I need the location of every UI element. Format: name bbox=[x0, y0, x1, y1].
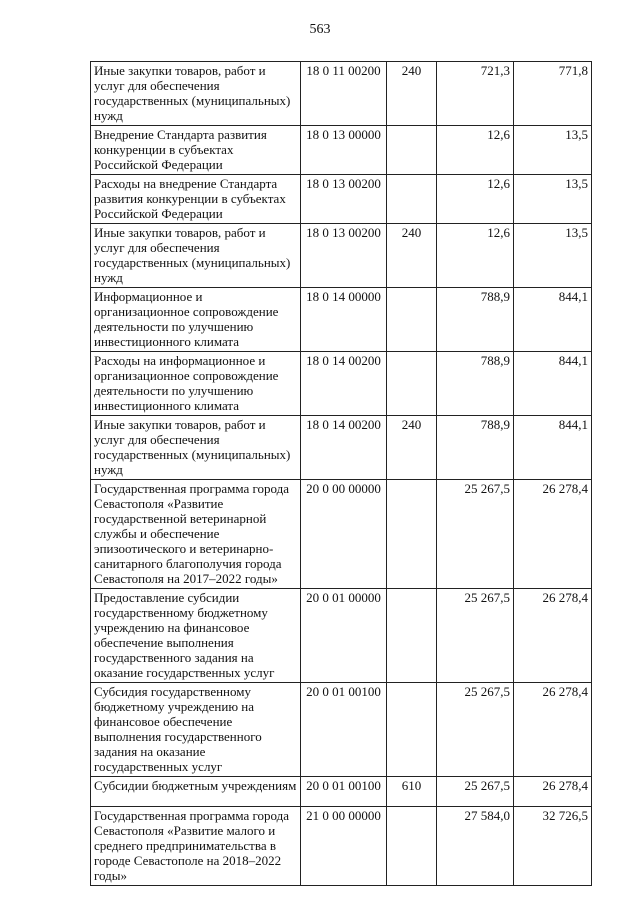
row-value-1: 12,6 bbox=[437, 175, 514, 224]
row-expense-type: 240 bbox=[387, 224, 437, 288]
row-expense-type bbox=[387, 683, 437, 777]
row-expense-type bbox=[387, 807, 437, 886]
row-name: Государственная программа города Севастополя «Развитие государственной ветеринарной службы и обеспечение эпизоотического и ветеринарно-санитарного благополучия города Севастополя на 2017–2022 годы» bbox=[91, 480, 301, 589]
row-code: 20 0 01 00100 bbox=[301, 683, 387, 777]
row-expense-type bbox=[387, 126, 437, 175]
row-value-2: 13,5 bbox=[514, 175, 592, 224]
row-value-2: 26 278,4 bbox=[514, 777, 592, 807]
table-row bbox=[91, 683, 592, 777]
row-expense-type bbox=[387, 352, 437, 416]
row-value-1: 25 267,5 bbox=[437, 683, 514, 777]
row-value-1: 788,9 bbox=[437, 416, 514, 480]
row-name: Предоставление субсидии государственному бюджетному учреждению на финансовое обеспечение выполнения государственного задания на оказание государственных услуг bbox=[91, 589, 301, 683]
table-row bbox=[91, 175, 592, 224]
row-value-2: 13,5 bbox=[514, 224, 592, 288]
row-code: 18 0 11 00200 bbox=[301, 62, 387, 126]
row-value-1: 788,9 bbox=[437, 352, 514, 416]
row-code: 18 0 14 00200 bbox=[301, 416, 387, 480]
row-code: 18 0 14 00000 bbox=[301, 288, 387, 352]
row-value-1: 27 584,0 bbox=[437, 807, 514, 886]
table-row bbox=[91, 777, 592, 807]
row-name: Иные закупки товаров, работ и услуг для обеспечения государственных (муниципальных) нужд bbox=[91, 62, 301, 126]
row-value-2: 844,1 bbox=[514, 416, 592, 480]
row-value-2: 26 278,4 bbox=[514, 480, 592, 589]
row-name: Иные закупки товаров, работ и услуг для обеспечения государственных (муниципальных) нужд bbox=[91, 224, 301, 288]
row-value-1: 25 267,5 bbox=[437, 777, 514, 807]
row-expense-type bbox=[387, 288, 437, 352]
table-row bbox=[91, 288, 592, 352]
row-value-1: 788,9 bbox=[437, 288, 514, 352]
row-value-1: 12,6 bbox=[437, 224, 514, 288]
row-expense-type bbox=[387, 175, 437, 224]
page-number: 563 bbox=[309, 22, 331, 37]
row-code: 20 0 01 00100 bbox=[301, 777, 387, 807]
row-value-1: 25 267,5 bbox=[437, 589, 514, 683]
row-expense-type: 240 bbox=[387, 416, 437, 480]
budget-table bbox=[90, 61, 592, 886]
row-value-1: 25 267,5 bbox=[437, 480, 514, 589]
row-name: Расходы на информационное и организационное сопровождение деятельности по улучшению инвестиционного климата bbox=[91, 352, 301, 416]
row-value-2: 26 278,4 bbox=[514, 683, 592, 777]
row-expense-type bbox=[387, 480, 437, 589]
row-name: Субсидии бюджетным учреждениям bbox=[91, 777, 301, 807]
row-code: 20 0 01 00000 bbox=[301, 589, 387, 683]
row-code: 20 0 00 00000 bbox=[301, 480, 387, 589]
row-expense-type bbox=[387, 589, 437, 683]
table-row bbox=[91, 807, 592, 886]
row-value-2: 32 726,5 bbox=[514, 807, 592, 886]
table-row bbox=[91, 589, 592, 683]
table-row bbox=[91, 352, 592, 416]
row-code: 18 0 13 00200 bbox=[301, 175, 387, 224]
row-code: 18 0 13 00200 bbox=[301, 224, 387, 288]
row-value-1: 12,6 bbox=[437, 126, 514, 175]
row-code: 18 0 14 00200 bbox=[301, 352, 387, 416]
row-name: Государственная программа города Севастополя «Развитие малого и среднего предпринимательства в городе Севастополе на 2018–2022 годы» bbox=[91, 807, 301, 886]
row-value-2: 771,8 bbox=[514, 62, 592, 126]
table-row bbox=[91, 480, 592, 589]
row-expense-type: 240 bbox=[387, 62, 437, 126]
row-value-2: 26 278,4 bbox=[514, 589, 592, 683]
row-code: 21 0 00 00000 bbox=[301, 807, 387, 886]
row-name: Внедрение Стандарта развития конкуренции в субъектах Российской Федерации bbox=[91, 126, 301, 175]
row-name: Расходы на внедрение Стандарта развития конкуренции в субъектах Российской Федерации bbox=[91, 175, 301, 224]
row-name: Субсидия государственному бюджетному учреждению на финансовое обеспечение выполнения государственного задания на оказание государственных услуг bbox=[91, 683, 301, 777]
row-value-2: 844,1 bbox=[514, 288, 592, 352]
row-value-1: 721,3 bbox=[437, 62, 514, 126]
table-row bbox=[91, 416, 592, 480]
row-expense-type: 610 bbox=[387, 777, 437, 807]
table-row bbox=[91, 126, 592, 175]
table-row bbox=[91, 224, 592, 288]
row-value-2: 13,5 bbox=[514, 126, 592, 175]
row-value-2: 844,1 bbox=[514, 352, 592, 416]
row-name: Информационное и организационное сопровождение деятельности по улучшению инвестиционного климата bbox=[91, 288, 301, 352]
row-name: Иные закупки товаров, работ и услуг для обеспечения государственных (муниципальных) нужд bbox=[91, 416, 301, 480]
table-row bbox=[91, 62, 592, 126]
row-code: 18 0 13 00000 bbox=[301, 126, 387, 175]
